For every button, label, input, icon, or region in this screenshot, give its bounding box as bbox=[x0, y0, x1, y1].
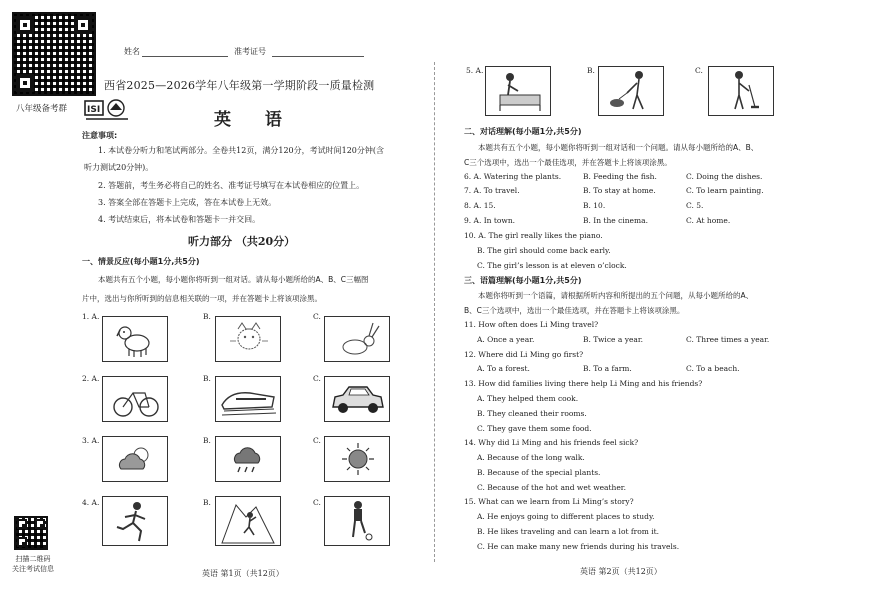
q5-option-b[interactable] bbox=[598, 66, 664, 116]
q11-option-b: B. Twice a year. bbox=[583, 335, 644, 344]
q5-label-c: C. bbox=[695, 66, 703, 75]
part3-title: 三、语篇理解(每小题1分,共5分) bbox=[464, 276, 582, 285]
publisher-logo bbox=[84, 98, 130, 124]
exam-number-label: 准考证号 bbox=[234, 47, 266, 56]
q4-label-c: C. bbox=[313, 498, 321, 507]
q13-question: 13. How did families living there help Li Ming and his friends? bbox=[464, 379, 703, 388]
q2-option-b[interactable] bbox=[215, 376, 281, 422]
q5-label: 5. A. bbox=[466, 66, 484, 75]
q3-label-b: B. bbox=[203, 436, 211, 445]
bicycle-icon bbox=[103, 377, 167, 421]
football-icon bbox=[325, 497, 389, 545]
q1-label: 1. A. bbox=[82, 312, 100, 321]
q3-option-a[interactable] bbox=[102, 436, 168, 482]
q1-option-c[interactable] bbox=[324, 316, 390, 362]
q10-option-c: C. The girl’s lesson is at eleven o’clock. bbox=[477, 261, 627, 270]
name-label: 姓名 bbox=[124, 47, 140, 56]
q13-option-a: A. They helped them cook. bbox=[477, 394, 579, 403]
car-icon bbox=[325, 377, 389, 421]
part2-desc: 本题共有五个小题，每小题你将听到一组对话和一个问题。请从每小题所给的A、B、 bbox=[478, 143, 759, 152]
group-label: 八年级备考群 bbox=[16, 104, 68, 114]
exam-title: 西省2025—2026学年八年级第一学期阶段一质量检测 bbox=[104, 79, 375, 92]
q15-option-c: C. He can make many new friends during his travels. bbox=[477, 542, 680, 551]
qr-code-top bbox=[12, 12, 96, 96]
notice-item: 4. 考试结束后，将本试卷和答题卡一并交回。 bbox=[98, 215, 261, 224]
q12-option-b: B. To a farm. bbox=[583, 364, 632, 373]
q11-option-a: A. Once a year. bbox=[477, 335, 535, 344]
q6-option-b: B. Feeding the fish. bbox=[583, 172, 657, 181]
running-icon bbox=[103, 497, 167, 545]
q8-option-a: 8. A. 15. bbox=[464, 201, 496, 210]
q12-option-a: A. To a forest. bbox=[477, 364, 530, 373]
q4-label: 4. A. bbox=[82, 498, 100, 507]
part1-title: 一、情景反应(每小题1分,共5分) bbox=[82, 257, 200, 266]
part2-desc: C三个选项中，选出一个最佳选项，并在答题卡上将该项涂黑。 bbox=[464, 158, 672, 167]
part3-desc: B、C三个选项中，选出一个最佳选项，并在答题卡上将该项涂黑。 bbox=[464, 306, 685, 315]
q9-option-c: C. At home. bbox=[686, 216, 731, 225]
q14-option-c: C. Because of the hot and wet weather. bbox=[477, 483, 626, 492]
q2-label-c: C. bbox=[313, 374, 321, 383]
q4-option-c[interactable] bbox=[324, 496, 390, 546]
climbing-icon bbox=[216, 497, 280, 545]
qr-caption: 扫描二维码 关注考试信息 bbox=[12, 555, 54, 573]
q13-option-c: C. They gave them some food. bbox=[477, 424, 592, 433]
sun-icon bbox=[325, 437, 389, 481]
train-icon bbox=[216, 377, 280, 421]
q2-option-c[interactable] bbox=[324, 376, 390, 422]
q2-label-b: B. bbox=[203, 374, 211, 383]
page-divider bbox=[434, 62, 435, 562]
q14-option-a: A. Because of the long walk. bbox=[477, 453, 585, 462]
q12-option-c: C. To a beach. bbox=[686, 364, 740, 373]
walk-dog-icon bbox=[599, 67, 663, 115]
qr-code-bottom bbox=[14, 516, 48, 550]
q1-option-a[interactable] bbox=[102, 316, 168, 362]
q3-option-c[interactable] bbox=[324, 436, 390, 482]
footer-right: 英语 第2页（共12页） bbox=[580, 567, 662, 576]
notice-item: 3. 答案全部在答题卡上完成，答在本试卷上无效。 bbox=[98, 198, 277, 207]
q2-option-a[interactable] bbox=[102, 376, 168, 422]
q5-option-c[interactable] bbox=[708, 66, 774, 116]
dog-icon bbox=[103, 317, 167, 361]
q10-option-a: 10. A. The girl really likes the piano. bbox=[464, 231, 603, 240]
q10-option-b: B. The girl should come back early. bbox=[477, 246, 611, 255]
q1-label-b: B. bbox=[203, 312, 211, 321]
q9-option-a: 9. A. In town. bbox=[464, 216, 516, 225]
svg-text:ISI: ISI bbox=[87, 105, 101, 115]
exam-number-field[interactable] bbox=[272, 56, 364, 57]
q3-option-b[interactable] bbox=[215, 436, 281, 482]
q1-label-c: C. bbox=[313, 312, 321, 321]
name-field[interactable] bbox=[142, 56, 228, 57]
part2-title: 二、对话理解(每小题1分,共5分) bbox=[464, 127, 582, 136]
q1-option-b[interactable] bbox=[215, 316, 281, 362]
q14-question: 14. Why did Li Ming and his friends feel sick? bbox=[464, 438, 639, 447]
q5-label-b: B. bbox=[587, 66, 595, 75]
q15-option-b: B. He likes traveling and can learn a lot from it. bbox=[477, 527, 660, 536]
q15-question: 15. What can we learn from Li Ming’s story? bbox=[464, 497, 634, 506]
q6-option-a: 6. A. Watering the plants. bbox=[464, 172, 562, 181]
notice-item: 听力测试20分钟)。 bbox=[84, 163, 154, 172]
q14-option-b: B. Because of the special plants. bbox=[477, 468, 601, 477]
q4-option-b[interactable] bbox=[215, 496, 281, 546]
q9-option-b: B. In the cinema. bbox=[583, 216, 648, 225]
cat-icon bbox=[216, 317, 280, 361]
q11-question: 11. How often does Li Ming travel? bbox=[464, 320, 599, 329]
footer-left: 英语 第1页（共12页） bbox=[202, 569, 284, 578]
q5-option-a[interactable] bbox=[485, 66, 551, 116]
q2-label: 2. A. bbox=[82, 374, 100, 383]
q12-question: 12. Where did Li Ming go first? bbox=[464, 350, 584, 359]
rabbit-icon bbox=[325, 317, 389, 361]
q3-label-c: C. bbox=[313, 436, 321, 445]
q7-option-a: 7. A. To travel. bbox=[464, 186, 520, 195]
part3-desc: 本题你将听到一个语篇，请根据所听内容和所提出的五个问题，从每小题所给的A、 bbox=[478, 291, 754, 300]
q7-option-b: B. To stay at home. bbox=[583, 186, 656, 195]
part1-desc: 本题共有五个小题，每小题你将听到一组对话。请从每小题所给的A、B、C三幅图 bbox=[98, 275, 369, 284]
q4-option-a[interactable] bbox=[102, 496, 168, 546]
cloudy-icon bbox=[103, 437, 167, 481]
q15-option-a: A. He enjoys going to different places to study. bbox=[477, 512, 655, 521]
make-bed-icon bbox=[486, 67, 550, 115]
q8-option-b: B. 10. bbox=[583, 201, 606, 210]
rain-icon bbox=[216, 437, 280, 481]
listening-title: 听力部分 （共20分） bbox=[188, 235, 296, 248]
subject-title: 英 语 bbox=[214, 110, 296, 130]
q11-option-c: C. Three times a year. bbox=[686, 335, 770, 344]
q7-option-c: C. To learn painting. bbox=[686, 186, 764, 195]
notice-item: 2. 答题前，考生务必将自己的姓名、准考证号填写在本试卷相应的位置上。 bbox=[98, 181, 365, 190]
q13-option-b: B. They cleaned their rooms. bbox=[477, 409, 587, 418]
q4-label-b: B. bbox=[203, 498, 211, 507]
notice-title: 注意事项: bbox=[82, 131, 118, 140]
notice-item: 1. 本试卷分听力和笔试两部分。全卷共12页，满分120分，考试时间120分钟(含 bbox=[98, 146, 385, 155]
sweep-floor-icon bbox=[709, 67, 773, 115]
q3-label: 3. A. bbox=[82, 436, 100, 445]
q6-option-c: C. Doing the dishes. bbox=[686, 172, 763, 181]
part1-desc: 片中，选出与你所听到的信息相关联的一项，并在答题卡上将该项涂黑。 bbox=[82, 294, 322, 303]
q8-option-c: C. 5. bbox=[686, 201, 704, 210]
